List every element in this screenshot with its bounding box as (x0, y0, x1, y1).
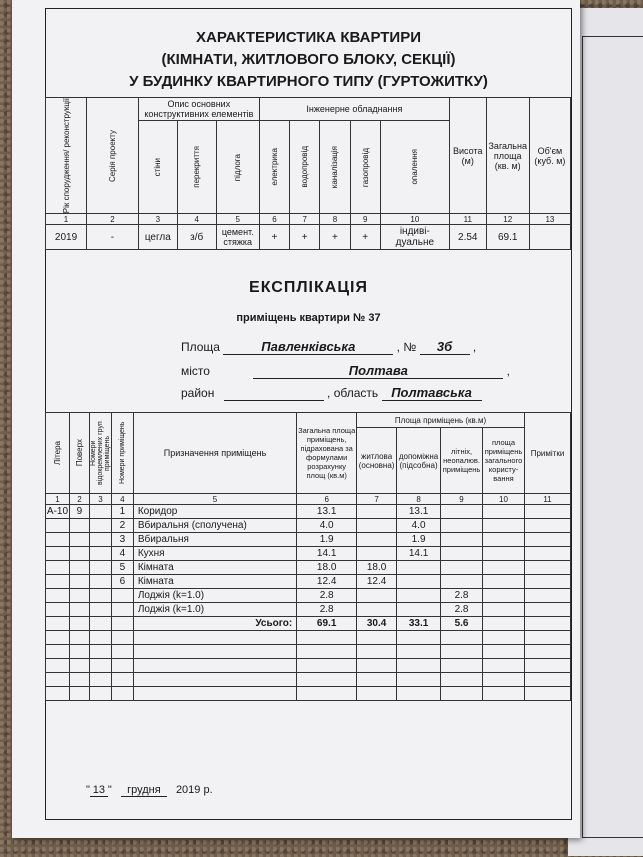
header-room-number: Номери приміщень (118, 421, 126, 485)
rooms-column-numbers-row: 1 2 3 4 5 6 7 8 9 10 11 (46, 494, 571, 505)
cell-living: 12.4 (357, 575, 397, 589)
table-row (46, 547, 571, 561)
cell-no: 1 (111, 505, 133, 519)
cell-name: Вбиральня (сполучена) (133, 519, 296, 533)
cell-empty (483, 589, 525, 603)
cell-group (89, 603, 111, 617)
header-purpose: Призначення приміщень (133, 413, 296, 494)
cell-living (357, 603, 397, 617)
table-row (46, 575, 571, 589)
table-row (46, 505, 571, 519)
cell-group (89, 505, 111, 519)
cell-living: 18.0 (357, 561, 397, 575)
cell-living (357, 547, 397, 561)
document-page (12, 0, 580, 838)
header-ceilings: перекриття (192, 146, 202, 189)
header-group: Номери відокремлених груп приміщень (89, 421, 111, 485)
cell-aux: 14.1 (397, 547, 441, 561)
header-height: Висота (м) (449, 98, 486, 214)
square-label: Площа (181, 340, 220, 354)
total-aux-sum: 33.1 (397, 617, 441, 631)
header-gas: газопровід (360, 147, 370, 187)
header-sewer: каналізація (330, 146, 340, 189)
header-engineering: Інженерне обладнання (259, 98, 449, 121)
cell-floor (69, 547, 89, 561)
rooms-table (45, 412, 571, 701)
cell-total: 1.9 (297, 533, 357, 547)
address-line-2: місто Полтава , (181, 363, 510, 378)
empty-row (46, 687, 571, 701)
cell-summer (441, 575, 483, 589)
date-year: 2019 р. (175, 784, 213, 796)
cell-living (357, 505, 397, 519)
cell-aux (397, 603, 441, 617)
cell-empty (483, 603, 525, 617)
cell-total: 2.8 (297, 589, 357, 603)
header-walls: стіни (153, 157, 163, 177)
header-year: Рік спорудження/ реконструкції (61, 98, 71, 214)
cell-name: Кухня (133, 547, 296, 561)
cell-empty (524, 561, 570, 575)
total-label: Усього: (133, 617, 296, 631)
region-label: , область (327, 386, 379, 400)
cell-total: 2.8 (297, 603, 357, 617)
header-series: Серія проекту (107, 129, 117, 182)
cell-aux (397, 561, 441, 575)
empty-row (46, 659, 571, 673)
title-line-2: (КІМНАТИ, ЖИТЛОВОГО БЛОКУ, СЕКЦІЇ) (161, 51, 456, 68)
cell-no (111, 589, 133, 603)
header-common: площа приміщень загального користу-вання (483, 428, 525, 494)
cell-name: Лоджія (k=1.0) (133, 589, 296, 603)
column-numbers-row: 1 2 3 4 5 6 7 8 9 10 11 12 13 (46, 214, 571, 225)
cell-group (89, 589, 111, 603)
header-heating: опалення (410, 149, 420, 185)
cell-living (357, 589, 397, 603)
header-total-area: Загальна площа приміщень, підрахована за формулами розрахунку площ (кв.м) (297, 413, 357, 494)
explication-subtitle: приміщень квартири № 37 (236, 312, 381, 324)
header-electric: електрика (269, 148, 279, 186)
cell-group (89, 575, 111, 589)
cell-total: 12.4 (297, 575, 357, 589)
cell-name: Кімната (133, 561, 296, 575)
cell-empty (524, 533, 570, 547)
table-row (46, 603, 571, 617)
cell-no: 3 (111, 533, 133, 547)
cell-summer (441, 547, 483, 561)
table-row (46, 519, 571, 533)
cell-aux (397, 575, 441, 589)
city-value: Полтава (253, 363, 503, 379)
cell-summer: 2.8 (441, 603, 483, 617)
district-label: район (181, 386, 215, 400)
empty-row (46, 673, 571, 687)
header-living: житлова (основна) (357, 428, 397, 494)
cell-liter (46, 533, 70, 547)
empty-row (46, 631, 571, 645)
total-living-sum: 30.4 (357, 617, 397, 631)
document-title (46, 27, 571, 93)
empty-row (46, 645, 571, 659)
table-row (46, 533, 571, 547)
table-row (46, 561, 571, 575)
title-line-1: ХАРАКТЕРИСТИКА КВАРТИРИ (195, 29, 421, 46)
square-value: Павленківська (223, 339, 393, 355)
cell-no: 4 (111, 547, 133, 561)
number-label: , № (396, 340, 417, 354)
cell-no: 2 (111, 519, 133, 533)
explication-title: ЕКСПЛІКАЦІЯ (249, 279, 368, 296)
cell-summer (441, 533, 483, 547)
cell-liter (46, 603, 70, 617)
header-total-area: Загальна площа (кв. м) (486, 98, 529, 214)
date-day: 13 (90, 784, 108, 797)
cell-liter (46, 575, 70, 589)
date-month: грудня (121, 784, 167, 797)
total-area-sum: 69.1 (297, 617, 357, 631)
cell-liter: А-10 (46, 506, 69, 517)
cell-empty (483, 533, 525, 547)
number-value: 3б (420, 339, 470, 355)
cell-total: 13.1 (297, 505, 357, 519)
cell-no (111, 603, 133, 617)
cell-living (357, 533, 397, 547)
cell-floor (69, 519, 89, 533)
cell-liter (46, 519, 70, 533)
header-storey: Поверх (74, 439, 84, 467)
header-water: водопровід (300, 146, 310, 188)
cell-summer (441, 519, 483, 533)
address-line-1: Площа Павленківська , № 3б , (181, 339, 477, 354)
header-construct: Опис основних конструктивних елементів (138, 98, 259, 121)
cell-name: Коридор (133, 505, 296, 519)
header-liter: Літера (52, 441, 62, 465)
cell-name: Кімната (133, 575, 296, 589)
header-floor: підлога (233, 153, 243, 181)
cell-empty (524, 519, 570, 533)
cell-group (89, 533, 111, 547)
cell-group (89, 561, 111, 575)
cell-name: Вбиральня (133, 533, 296, 547)
cell-empty (483, 561, 525, 575)
cell-name: Лоджія (k=1.0) (133, 603, 296, 617)
header-auxiliary: допоміжна (підсобна) (397, 428, 441, 494)
cell-summer (441, 505, 483, 519)
cell-empty (524, 505, 570, 519)
cell-empty (524, 547, 570, 561)
cell-group (89, 547, 111, 561)
cell-floor (69, 589, 89, 603)
cell-living (357, 519, 397, 533)
region-value: Полтавська (382, 385, 482, 401)
address-line-3 (181, 385, 482, 401)
header-summer: літніх, неопалюв. приміщень (441, 428, 483, 494)
cell-summer: 2.8 (441, 589, 483, 603)
cell-liter (46, 561, 70, 575)
cell-floor (69, 575, 89, 589)
cell-floor (69, 603, 89, 617)
table-row (46, 589, 571, 603)
cell-no: 5 (111, 561, 133, 575)
cell-empty (483, 547, 525, 561)
city-label: місто (181, 364, 210, 378)
characteristics-table (45, 97, 571, 250)
cell-empty (524, 575, 570, 589)
header-notes: Примітки (524, 413, 570, 494)
cell-no: 6 (111, 575, 133, 589)
characteristics-row: 2019 - цегла з/б цемент. стяжка + + + + індиві-дуальне 2.54 69.1 (46, 225, 571, 250)
title-line-3: У БУДИНКУ КВАРТИРНОГО ТИПУ (ГУРТОЖИТКУ) (129, 73, 488, 90)
cell-empty (524, 603, 570, 617)
cell-total: 18.0 (297, 561, 357, 575)
header-area: Площа приміщень (кв.м) (357, 413, 525, 428)
cell-aux: 4.0 (397, 519, 441, 533)
cell-floor (69, 561, 89, 575)
cell-floor (69, 533, 89, 547)
cell-liter (46, 547, 70, 561)
cell-aux (397, 589, 441, 603)
cell-empty (483, 505, 525, 519)
header-volume: Об'єм (куб. м) (529, 98, 570, 214)
document-frame (45, 8, 572, 820)
cell-summer (441, 561, 483, 575)
cell-total: 14.1 (297, 547, 357, 561)
cell-floor: 9 (69, 505, 89, 519)
total-summer-sum: 5.6 (441, 617, 483, 631)
cell-empty (524, 589, 570, 603)
cell-liter (46, 589, 70, 603)
total-row (46, 617, 571, 631)
cell-empty (483, 519, 525, 533)
cell-aux: 13.1 (397, 505, 441, 519)
cell-empty (483, 575, 525, 589)
cell-aux: 1.9 (397, 533, 441, 547)
cell-total: 4.0 (297, 519, 357, 533)
document-date: " 13 " грудня 2019 р. (86, 784, 213, 796)
cell-group (89, 519, 111, 533)
